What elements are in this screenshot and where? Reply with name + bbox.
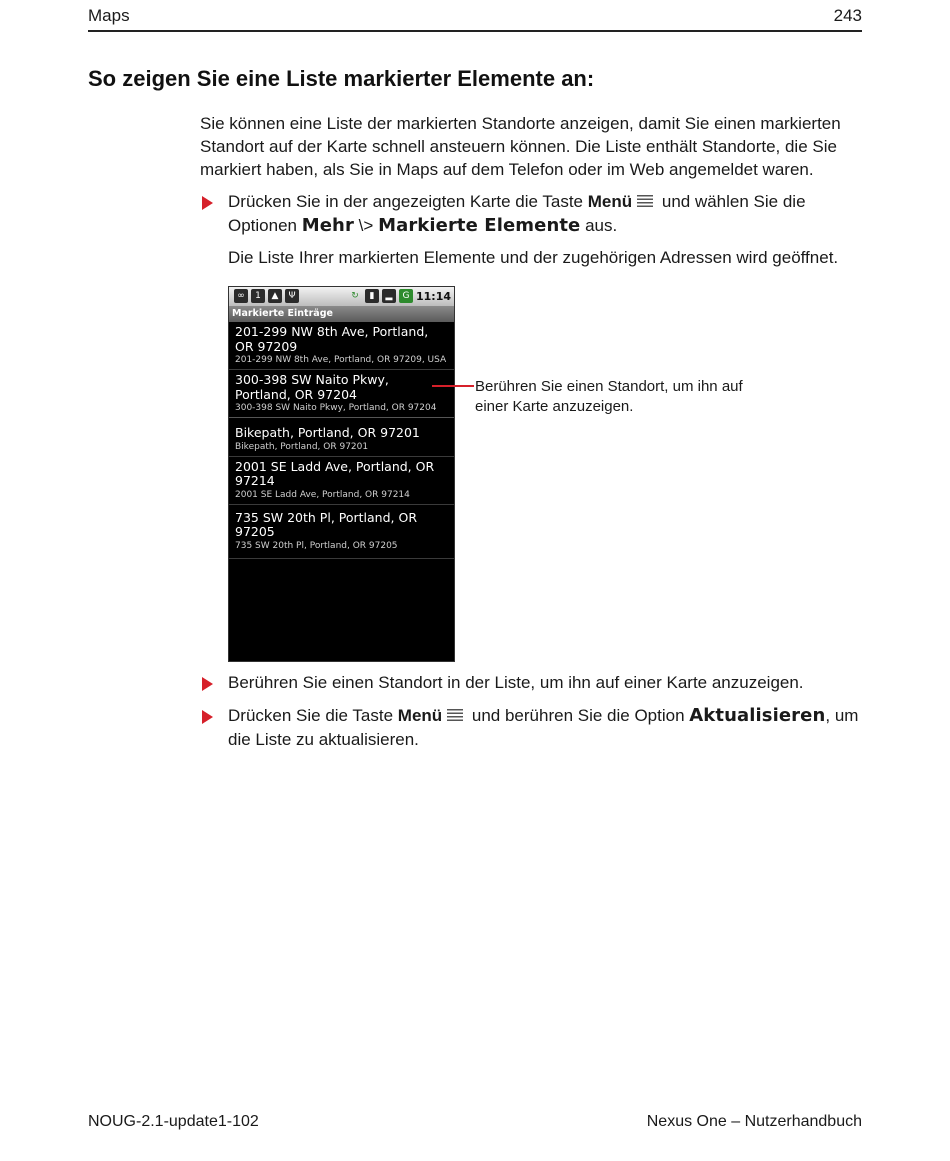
list-item-subtitle: 2001 SE Ladd Ave, Portland, OR 97214	[235, 489, 410, 500]
menu-icon	[637, 195, 653, 208]
data-icon: G	[399, 289, 413, 303]
page-heading: So zeigen Sie eine Liste markierter Elemente an:	[88, 66, 595, 91]
list-item[interactable]	[229, 505, 454, 559]
page-number: 243	[833, 6, 862, 25]
step-1-pre: Drücken Sie in der angezeigten Karte die Taste	[228, 192, 588, 211]
step-3	[200, 704, 865, 754]
list-item-subtitle: 201-299 NW 8th Ave, Portland, OR 97209, USA	[235, 355, 447, 365]
intro-paragraph: Sie können eine Liste der markierten Standorte anzeigen, damit Sie einen markierten Standort auf der Karte schnell ansteuern können. Die Liste enthält Standorte, die Sie markiert haben, als Sie in Maps auf dem Telefon oder im Web angemeldet waren.	[200, 114, 841, 179]
usb-icon: Ψ	[285, 289, 299, 303]
bullet-triangle-icon	[202, 196, 213, 210]
step-3-pre: Drücken Sie die Taste	[228, 706, 398, 725]
menu-key-label: Menü	[397, 706, 443, 725]
step-1-mid: und wählen Sie die Optionen	[228, 192, 806, 235]
option-separator: \>	[353, 216, 379, 235]
list-title: Markierte Einträge	[229, 306, 454, 322]
step-1-text	[228, 190, 868, 238]
status-time: 11:14	[415, 289, 451, 303]
status-icons-right	[348, 289, 451, 303]
sync-icon: ↻	[351, 291, 359, 301]
callout-line	[432, 385, 474, 387]
callout-text: Berühren Sie einen Standort, um ihn auf einer Karte anzuzeigen.	[475, 378, 743, 415]
list-item[interactable]	[229, 418, 454, 457]
footer-doc-id: NOUG-2.1-update1-102	[88, 1113, 259, 1130]
step-1-result: Die Liste Ihrer markierten Elemente und der zugehörigen Adressen wird geöffnet.	[228, 248, 839, 267]
step-2	[200, 671, 865, 697]
sim-icon: 1	[251, 289, 265, 303]
list-item-title: 735 SW 20th Pl, Portland, OR 97205	[235, 509, 418, 539]
step-3-text	[228, 704, 868, 752]
step-1-post: aus.	[580, 216, 618, 235]
bullet-triangle-icon	[202, 710, 213, 724]
option-mehr: Mehr	[301, 215, 354, 236]
warning-icon: ▲	[268, 289, 282, 303]
step-1	[200, 190, 865, 240]
list-item-title: Bikepath, Portland, OR 97201	[235, 425, 420, 440]
bullet-triangle-icon	[202, 677, 213, 691]
signal-icon: ▂	[382, 289, 396, 303]
status-bar	[229, 287, 454, 306]
option-aktualisieren: Aktualisieren	[689, 705, 826, 726]
option-markierte-elemente: Markierte Elemente	[378, 215, 581, 236]
battery-icon: ▮	[365, 289, 379, 303]
list-item-title: 300-398 SW Naito Pkwy, Portland, OR 97204	[235, 372, 389, 402]
status-icons-left	[234, 289, 299, 303]
section-title: Maps	[88, 6, 130, 25]
step-3-mid: und berühren Sie die Option	[467, 706, 690, 725]
list-item-subtitle: Bikepath, Portland, OR 97201	[235, 441, 369, 452]
running-header	[88, 4, 862, 32]
step-2-text: Berühren Sie einen Standort in der Liste, um ihn auf einer Karte anzuzeigen.	[228, 673, 804, 692]
list-item-title: 201-299 NW 8th Ave, Portland, OR 97209	[235, 324, 429, 354]
list-item[interactable]	[229, 457, 454, 505]
menu-key-label: Menü	[587, 192, 633, 211]
list-item-subtitle: 735 SW 20th Pl, Portland, OR 97205	[235, 540, 398, 551]
list-item[interactable]	[229, 322, 454, 370]
step-3-post: , um die Liste zu aktualisieren.	[228, 706, 859, 749]
list-item[interactable]	[229, 370, 454, 418]
list-item-title: 2001 SE Ladd Ave, Portland, OR 97214	[235, 458, 435, 488]
phone-screenshot	[228, 286, 455, 662]
menu-icon	[447, 709, 463, 722]
footer-title: Nexus One – Nutzerhandbuch	[646, 1113, 862, 1130]
voicemail-icon: ∞	[234, 289, 248, 303]
list-item-subtitle: 300-398 SW Naito Pkwy, Portland, OR 97204	[235, 403, 437, 413]
